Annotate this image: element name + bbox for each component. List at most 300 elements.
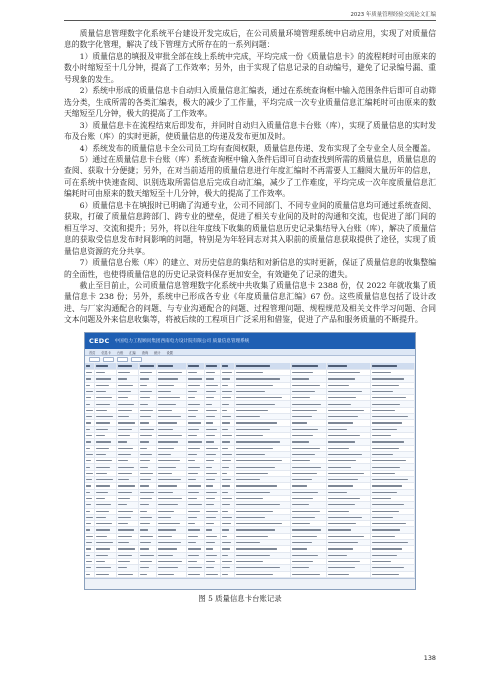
- figure-table-cell: [139, 534, 157, 539]
- figure-text-placeholder: [222, 448, 228, 449]
- figure-table-cell: [291, 572, 327, 577]
- figure-table-cell: [327, 559, 371, 564]
- figure-table-cell: [327, 414, 371, 419]
- figure-table-cell: [291, 534, 327, 539]
- figure-text-placeholder: [222, 517, 232, 518]
- figure-table-cell: [95, 427, 117, 432]
- figure-text-placeholder: [292, 473, 317, 474]
- figure-text-placeholder: [372, 498, 391, 499]
- figure-text-placeholder: [328, 479, 358, 480]
- figure-text-placeholder: [222, 567, 230, 568]
- figure-table-cell: [85, 376, 95, 381]
- figure-text-placeholder: [222, 511, 228, 512]
- figure-table-cell: [95, 540, 117, 545]
- figure-table-cell: [139, 483, 157, 488]
- figure-text-placeholder: [206, 435, 215, 436]
- figure-text-placeholder: [86, 536, 93, 537]
- figure-text-placeholder: [222, 529, 229, 530]
- figure-text-placeholder: [188, 561, 197, 562]
- figure-text-placeholder: [372, 561, 391, 562]
- figure-banner: [85, 333, 415, 349]
- figure-table-cell: [139, 509, 157, 514]
- figure-table-cell: [327, 420, 371, 425]
- figure-table-cell: [95, 401, 117, 406]
- figure-text-placeholder: [222, 372, 232, 373]
- figure-text-placeholder: [158, 523, 180, 524]
- figure-text-placeholder: [206, 548, 213, 549]
- figure-text-placeholder: [86, 574, 90, 575]
- figure-table-cell: [95, 439, 117, 444]
- figure-text-placeholder: [118, 404, 134, 405]
- figure-table-cell: [117, 408, 139, 413]
- figure-table-cell: [235, 458, 291, 463]
- figure-table-cell: [235, 401, 291, 406]
- figure-table-cell: [235, 420, 291, 425]
- figure-table-cell: [85, 559, 95, 564]
- figure-table-cell: [139, 427, 157, 432]
- figure-menu-item: 台账: [116, 350, 124, 355]
- figure-table-cell: [117, 502, 139, 507]
- figure-table-cell: [157, 559, 187, 564]
- figure-table-cell: [291, 383, 327, 388]
- figure-table-cell: [117, 509, 139, 514]
- body-text: [64, 28, 436, 326]
- figure-table-cell: [327, 527, 371, 532]
- figure-text-placeholder: [222, 561, 232, 562]
- figure-table-cell: [139, 363, 157, 369]
- figure-text-placeholder: [140, 542, 151, 543]
- figure-table-cell: [235, 395, 291, 400]
- figure-text-placeholder: [222, 416, 231, 417]
- figure-table-cell: [117, 370, 139, 375]
- figure-text-placeholder: [118, 504, 127, 505]
- figure-table-cell: [221, 483, 235, 488]
- figure-text-placeholder: [140, 397, 150, 398]
- figure-table-cell: [235, 509, 291, 514]
- figure-table-cell: [95, 527, 117, 532]
- figure-table-cell: [139, 496, 157, 501]
- figure-text-placeholder: [206, 441, 214, 442]
- figure-table-cell: [139, 471, 157, 476]
- figure-text-placeholder: [328, 391, 362, 392]
- figure-text-placeholder: [96, 561, 105, 562]
- figure-table-cell: [85, 464, 95, 469]
- figure-table-cell: [205, 483, 221, 488]
- figure-text-placeholder: [140, 372, 152, 373]
- figure-text-placeholder: [222, 467, 229, 468]
- figure-table-cell: [187, 521, 205, 526]
- figure-text-placeholder: [372, 473, 395, 474]
- figure-text-placeholder: [86, 542, 92, 543]
- figure-text-placeholder: [118, 567, 127, 568]
- figure-text-placeholder: [118, 536, 132, 537]
- figure-text-placeholder: [140, 410, 153, 411]
- figure-table-cell: [235, 483, 291, 488]
- figure-status-bar: [85, 578, 415, 589]
- figure-text-placeholder: [118, 467, 134, 468]
- figure-table-cell: [327, 376, 371, 381]
- figure-text-placeholder: [328, 511, 349, 512]
- figure-text-placeholder: [236, 536, 268, 537]
- figure-text-placeholder: [188, 504, 202, 505]
- figure-table-cell: [235, 546, 291, 551]
- figure-text-placeholder: [140, 479, 151, 480]
- figure-table-cell: [85, 527, 95, 532]
- figure-table-cell: [291, 458, 327, 463]
- figure-text-placeholder: [140, 536, 153, 537]
- figure-table-cell: [205, 458, 221, 463]
- figure-text-placeholder: [292, 435, 313, 436]
- figure-text-placeholder: [206, 460, 214, 461]
- figure-text-placeholder: [328, 473, 364, 474]
- figure-text-placeholder: [236, 548, 277, 549]
- figure-table-cell: [157, 389, 187, 394]
- figure-table-cell: [187, 420, 205, 425]
- figure-text-placeholder: [206, 511, 218, 512]
- figure-text-placeholder: [86, 404, 90, 405]
- figure-text-placeholder: [372, 441, 404, 442]
- figure-text-placeholder: [222, 365, 228, 366]
- figure-text-placeholder: [140, 523, 150, 524]
- figure-table-cell: [205, 376, 221, 381]
- figure-text-placeholder: [206, 416, 215, 417]
- figure-text-placeholder: [372, 517, 393, 518]
- figure-text-placeholder: [372, 378, 404, 379]
- figure-text-placeholder: [188, 441, 202, 442]
- figure-text-placeholder: [328, 372, 360, 373]
- figure-table-cell: [221, 452, 235, 457]
- figure-table-cell: [117, 483, 139, 488]
- figure-text-placeholder: [86, 548, 91, 549]
- figure-text-placeholder: [236, 485, 277, 486]
- figure-table-cell: [371, 559, 415, 564]
- figure-text-placeholder: [96, 523, 112, 524]
- figure-table-cell: [139, 490, 157, 495]
- page-number: 138: [423, 654, 436, 662]
- figure-table-cell: [371, 509, 415, 514]
- figure-table-cell: [187, 540, 205, 545]
- figure-table-cell: [187, 515, 205, 520]
- figure-table-cell: [117, 401, 139, 406]
- figure-text-placeholder: [140, 404, 148, 405]
- figure-table-cell: [205, 553, 221, 558]
- figure-text-placeholder: [206, 567, 214, 568]
- figure-table-cell: [117, 471, 139, 476]
- figure-text-placeholder: [140, 529, 148, 530]
- figure-table-cell: [371, 496, 415, 501]
- figure-table-cell: [117, 559, 139, 564]
- figure-text-placeholder: [372, 448, 399, 449]
- figure-text-placeholder: [96, 372, 105, 373]
- figure-table-cell: [291, 527, 327, 532]
- figure-text-placeholder: [158, 542, 181, 543]
- figure-table-cell: [221, 471, 235, 476]
- figure-table-cell: [221, 389, 235, 394]
- figure-text-placeholder: [222, 555, 228, 556]
- figure-table-cell: [327, 521, 371, 526]
- figure-text-placeholder: [328, 523, 356, 524]
- figure-text-placeholder: [236, 479, 260, 480]
- figure-table-cell: [117, 420, 139, 425]
- figure-toolbar-button: [117, 357, 128, 363]
- figure-table-cell: [187, 439, 205, 444]
- figure-text-placeholder: [158, 511, 174, 512]
- figure-table-cell: [85, 496, 95, 501]
- figure-text-placeholder: [96, 416, 113, 417]
- figure-table-cell: [187, 490, 205, 495]
- figure-table-cell: [205, 534, 221, 539]
- figure-table-cell: [187, 502, 205, 507]
- figure-text-placeholder: [236, 385, 273, 386]
- figure-table-cell: [327, 370, 371, 375]
- figure-text-placeholder: [328, 536, 364, 537]
- figure-text-placeholder: [236, 529, 275, 530]
- figure-table-cell: [117, 433, 139, 438]
- figure-table-cell: [187, 464, 205, 469]
- figure-table-cell: [187, 446, 205, 451]
- figure-table-cell: [157, 420, 187, 425]
- figure-table-cell: [327, 383, 371, 388]
- figure-table-cell: [327, 502, 371, 507]
- figure-text-placeholder: [118, 529, 134, 530]
- figure-table-cell: [95, 446, 117, 451]
- figure-table-cell: [235, 477, 291, 482]
- figure-table-cell: [85, 420, 95, 425]
- figure-text-placeholder: [86, 529, 90, 530]
- figure-text-placeholder: [206, 492, 217, 493]
- figure-text-placeholder: [188, 448, 200, 449]
- figure-text-placeholder: [140, 454, 152, 455]
- figure-table-cell: [117, 389, 139, 394]
- figure-table-cell: [95, 458, 117, 463]
- figure-table-cell: [291, 408, 327, 413]
- figure-text-placeholder: [372, 372, 391, 373]
- figure-text-placeholder: [328, 397, 356, 398]
- figure-text-placeholder: [292, 385, 320, 386]
- figure-table-cell: [205, 433, 221, 438]
- figure-table-cell: [95, 477, 117, 482]
- figure-text-placeholder: [328, 365, 347, 366]
- figure-text-placeholder: [140, 365, 154, 366]
- figure-table-cell: [139, 546, 157, 551]
- figure-text-placeholder: [372, 429, 397, 430]
- figure-table-cell: [235, 383, 291, 388]
- figure-table-cell: [327, 483, 371, 488]
- figure-text-placeholder: [118, 479, 129, 480]
- figure-text-placeholder: [86, 441, 91, 442]
- figure-text-placeholder: [86, 435, 92, 436]
- figure-table-cell: [221, 521, 235, 526]
- figure-text-placeholder: [372, 511, 399, 512]
- figure-text-placeholder: [158, 529, 176, 530]
- figure-table-cell: [187, 509, 205, 514]
- figure-text-placeholder: [328, 454, 362, 455]
- figure-text-placeholder: [236, 397, 282, 398]
- figure-text-placeholder: [158, 460, 180, 461]
- figure-table-cell: [157, 452, 187, 457]
- figure-text-placeholder: [222, 385, 228, 386]
- figure-text-placeholder: [328, 529, 351, 530]
- figure-table-cell: [327, 515, 371, 520]
- figure-text-placeholder: [158, 574, 174, 575]
- figure-table-cell: [371, 383, 415, 388]
- figure-table-cell: [371, 408, 415, 413]
- figure-table-cell: [95, 572, 117, 577]
- figure-text-placeholder: [118, 448, 133, 449]
- figure-table-cell: [371, 483, 415, 488]
- figure-table-cell: [371, 553, 415, 558]
- figure-table-cell: [221, 363, 235, 369]
- figure-text-placeholder: [188, 536, 198, 537]
- figure-table-cell: [95, 363, 117, 369]
- figure-table-cell: [187, 414, 205, 419]
- figure-text-placeholder: [188, 467, 200, 468]
- figure-text-placeholder: [206, 517, 216, 518]
- figure-table-cell: [291, 515, 327, 520]
- figure-table-cell: [157, 496, 187, 501]
- figure-table-cell: [95, 515, 117, 520]
- figure-table-cell: [371, 452, 415, 457]
- figure-text-placeholder: [96, 467, 110, 468]
- figure-text-placeholder: [158, 429, 173, 430]
- figure-table-cell: [139, 540, 157, 545]
- figure-table-cell: [157, 471, 187, 476]
- figure-table-cell: [139, 464, 157, 469]
- figure-text-placeholder: [206, 498, 215, 499]
- figure-table-cell: [221, 502, 235, 507]
- figure-text-placeholder: [96, 473, 107, 474]
- figure-text-placeholder: [188, 397, 195, 398]
- figure-table-cell: [85, 363, 95, 369]
- figure-table-cell: [139, 559, 157, 564]
- figure-text-placeholder: [292, 372, 313, 373]
- figure-table-cell: [235, 521, 291, 526]
- figure-table-cell: [327, 553, 371, 558]
- figure-text-placeholder: [292, 555, 318, 556]
- figure-table-cell: [221, 509, 235, 514]
- figure-table-cell: [205, 572, 221, 577]
- figure-table-cell: [221, 565, 235, 570]
- figure-text-placeholder: [96, 504, 111, 505]
- figure-text-placeholder: [222, 404, 229, 405]
- figure-table-cell: [157, 446, 187, 451]
- figure-table-cell: [205, 420, 221, 425]
- figure-table-cell: [235, 502, 291, 507]
- figure-table-cell: [221, 527, 235, 532]
- figure-text-placeholder: [222, 454, 232, 455]
- figure-table-cell: [157, 502, 187, 507]
- paragraph: 截止至目前止，公司质量信息管理数字化系统中共收集了质量信息卡 2388 份，仅 2022 年就收集了质量信息卡 238 份；另外，系统中已形成各专业《年度质量信息汇编》67 份。这些质量信息包括了设计改进、与厂家沟通配合的问题、与专业沟通配合的问题、过程管理问题、规程规范及相关文件学习问题、合同文本问题及外来信息收集等，将被后续的工程项目广泛采用和借鉴，促进了产品和服务质量的不断提升。: [64, 280, 436, 325]
- figure-text-placeholder: [86, 372, 92, 373]
- figure-text-placeholder: [236, 523, 282, 524]
- figure-table-cell: [117, 546, 139, 551]
- figure-table-cell: [327, 401, 371, 406]
- figure-table-cell: [221, 515, 235, 520]
- figure-text-placeholder: [158, 404, 176, 405]
- figure-text-placeholder: [222, 492, 228, 493]
- figure-text-placeholder: [96, 548, 110, 549]
- figure-text-placeholder: [292, 391, 315, 392]
- figure-text-placeholder: [236, 492, 270, 493]
- figure-text-placeholder: [292, 529, 321, 530]
- figure-table-cell: [187, 546, 205, 551]
- figure-table-cell: [117, 464, 139, 469]
- figure-table-cell: [95, 521, 117, 526]
- figure-table-cell: [235, 427, 291, 432]
- figure-table-cell: [85, 414, 95, 419]
- figure-table-cell: [327, 363, 371, 369]
- figure-menu-item: 首页: [89, 350, 96, 355]
- figure-text-placeholder: [292, 548, 307, 549]
- figure-text-placeholder: [222, 378, 230, 379]
- figure-text-placeholder: [188, 529, 200, 530]
- figure-table-cell: [157, 540, 187, 545]
- figure-table-cell: [95, 490, 117, 495]
- figure-table-cell: [95, 370, 117, 375]
- figure-text-placeholder: [328, 574, 349, 575]
- figure-table-cell: [235, 408, 291, 413]
- figure-text-placeholder: [206, 536, 217, 537]
- figure-text-placeholder: [96, 536, 107, 537]
- figure-table-cell: [291, 439, 327, 444]
- figure-table-cell: [117, 496, 139, 501]
- figure-text-placeholder: [118, 454, 131, 455]
- figure-table-cell: [157, 408, 187, 413]
- figure-text-placeholder: [140, 517, 152, 518]
- figure-table-cell: [221, 553, 235, 558]
- figure-text-placeholder: [372, 365, 397, 366]
- figure-text-placeholder: [292, 542, 312, 543]
- figure-text-placeholder: [236, 365, 270, 366]
- figure-text-placeholder: [222, 429, 228, 430]
- figure-text-placeholder: [86, 429, 90, 430]
- paragraph: 3）质量信息卡在流程结束后即发布，并同时自动归入质量信息卡台账（库），实现了质量信息的实时发布及台账（库）的实时更新，使质量信息的传递及发布更加及时。: [64, 120, 436, 142]
- figure-text-placeholder: [236, 574, 273, 575]
- figure-table-cell: [221, 464, 235, 469]
- paragraph: 4）系统发布的质量信息卡全公司员工均有查阅权限，质量信息传递、发布实现了全专业全人员全覆盖。: [79, 143, 436, 153]
- figure-text-placeholder: [236, 555, 270, 556]
- figure-table-cell: [85, 471, 95, 476]
- figure-menu-item: 查询: [141, 350, 149, 355]
- figure-table-cell: [235, 515, 291, 520]
- figure-text-placeholder: [140, 467, 148, 468]
- figure-table-cell: [157, 383, 187, 388]
- figure-table-cell: [85, 521, 95, 526]
- figure-table-cell: [117, 427, 139, 432]
- figure-table-cell: [205, 452, 221, 457]
- figure-text-placeholder: [206, 448, 218, 449]
- figure-table-cell: [327, 572, 371, 577]
- figure-text-placeholder: [96, 435, 105, 436]
- figure-text-placeholder: [372, 485, 402, 486]
- figure-table-cell: [205, 471, 221, 476]
- figure-text-placeholder: [292, 561, 313, 562]
- figure-table-cell: [327, 427, 371, 432]
- figure-text-placeholder: [292, 422, 307, 423]
- figure-table-cell: [117, 572, 139, 577]
- figure-text-placeholder: [140, 548, 149, 549]
- figure-text-placeholder: [96, 517, 106, 518]
- figure-text-placeholder: [222, 397, 231, 398]
- figure-table-cell: [157, 477, 187, 482]
- figure-text-placeholder: [328, 416, 358, 417]
- figure-table-cell: [205, 521, 221, 526]
- figure-table-cell: [235, 376, 291, 381]
- figure-text-placeholder: [96, 460, 112, 461]
- figure-table-cell: [291, 389, 327, 394]
- figure-table-cell: [117, 383, 139, 388]
- figure-table-cell: [205, 395, 221, 400]
